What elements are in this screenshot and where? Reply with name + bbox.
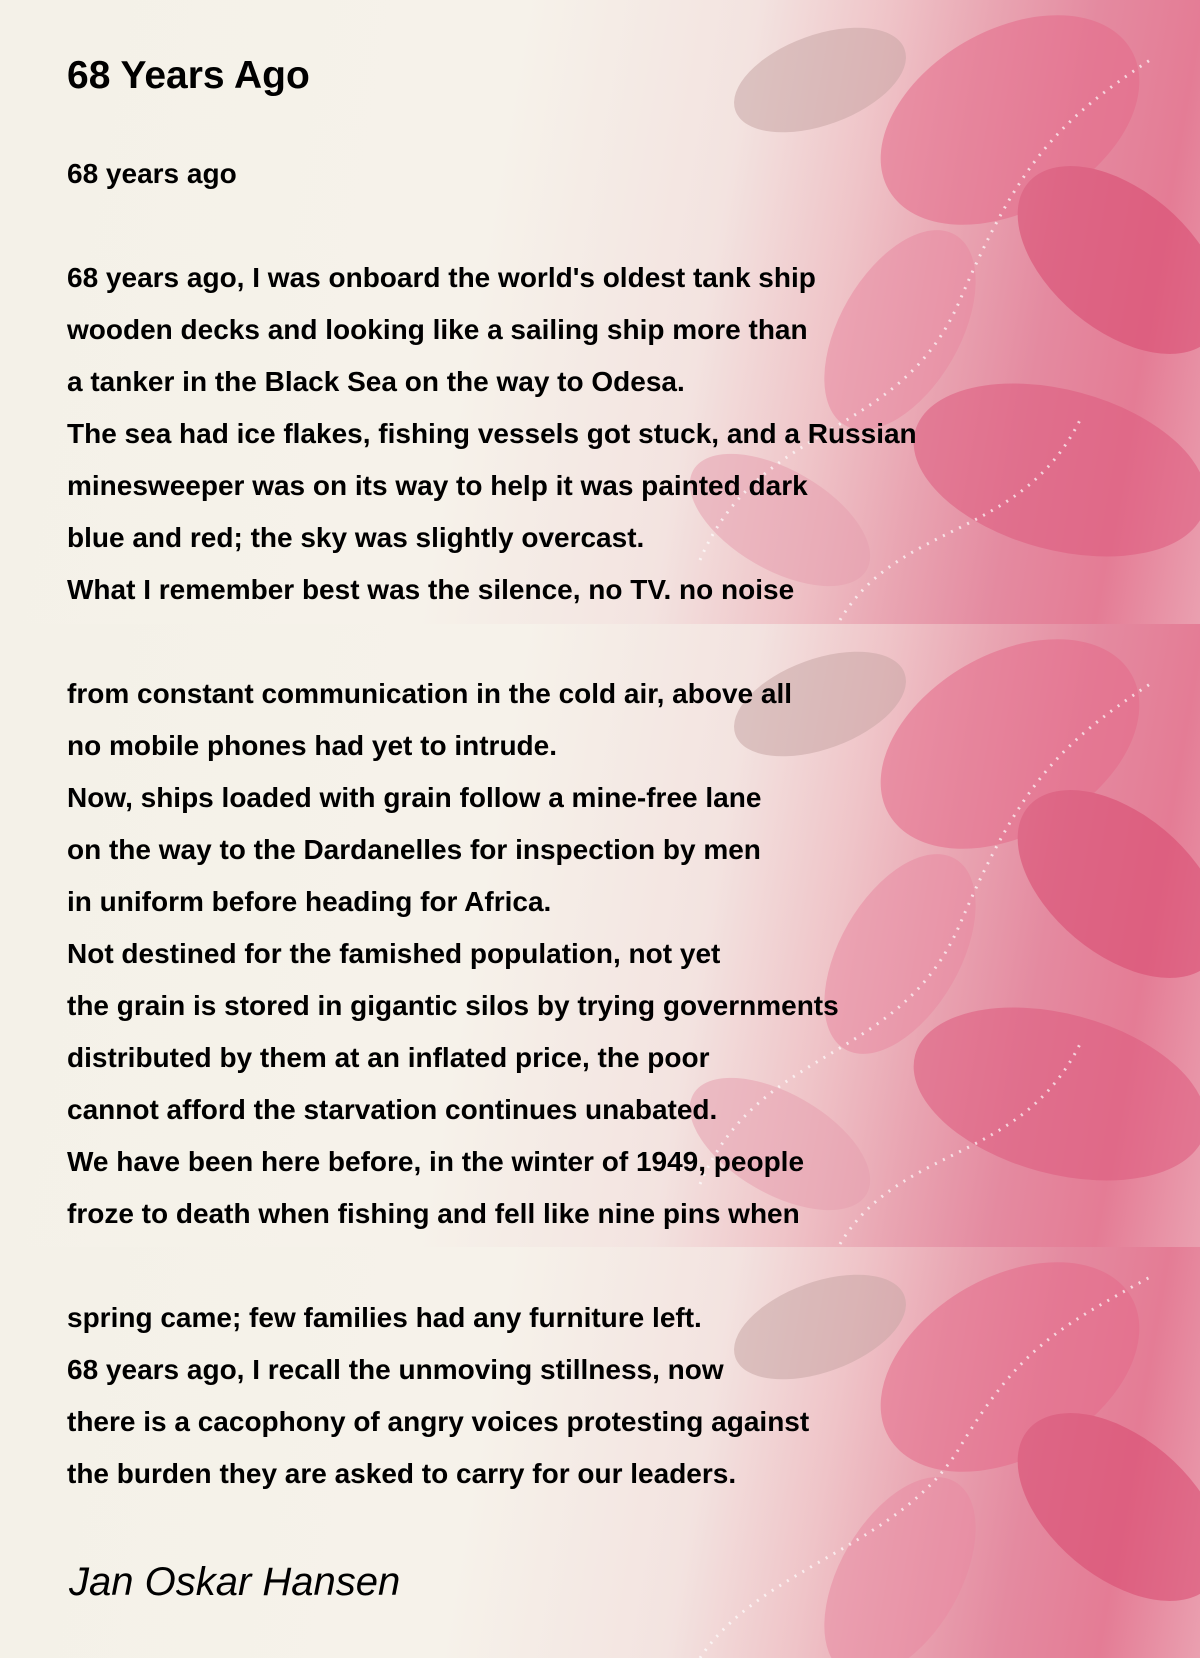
poem-line: on the way to the Dardanelles for inspection by men bbox=[67, 834, 761, 865]
poem-line: 68 years ago bbox=[67, 158, 237, 189]
poem-title: 68 Years Ago bbox=[67, 54, 310, 97]
poem-line: 68 years ago, I recall the unmoving stillness, now bbox=[67, 1354, 724, 1385]
poem-line: spring came; few families had any furniture left. bbox=[67, 1302, 702, 1333]
poem-line: We have been here before, in the winter of 1949, people bbox=[67, 1146, 805, 1177]
poem-line: the burden they are asked to carry for our leaders. bbox=[67, 1458, 737, 1489]
poem-line: a tanker in the Black Sea on the way to Odesa. bbox=[67, 366, 685, 397]
poem-line: Not destined for the famished population, not yet bbox=[67, 938, 721, 969]
poem-line: What I remember best was the silence, no TV. no noise bbox=[67, 574, 795, 605]
poem-line: there is a cacophony of angry voices protesting against bbox=[67, 1406, 810, 1437]
poem-line: cannot afford the starvation continues unabated. bbox=[67, 1094, 718, 1125]
poem-line bbox=[67, 616, 917, 668]
poem-line: Now, ships loaded with grain follow a mine-free lane bbox=[67, 782, 762, 813]
poem-line: distributed by them at an inflated price, the poor bbox=[67, 1042, 710, 1073]
poem-line: the grain is stored in gigantic silos by trying governments bbox=[67, 990, 839, 1021]
poem-line: no mobile phones had yet to intrude. bbox=[67, 730, 558, 761]
poem-body bbox=[67, 148, 917, 1500]
poem-line: minesweeper was on its way to help it was painted dark bbox=[67, 470, 808, 501]
poem-line: The sea had ice flakes, fishing vessels got stuck, and a Russian bbox=[67, 418, 917, 449]
poem-line: wooden decks and looking like a sailing ship more than bbox=[67, 314, 808, 345]
poem-line: in uniform before heading for Africa. bbox=[67, 886, 552, 917]
poem-line: blue and red; the sky was slightly overcast. bbox=[67, 522, 645, 553]
poem-line: froze to death when fishing and fell like nine pins when bbox=[67, 1198, 800, 1229]
poem-line bbox=[67, 1240, 917, 1292]
poem-line bbox=[67, 200, 917, 252]
poem-author: Jan Oskar Hansen bbox=[69, 1560, 401, 1604]
poem-line: 68 years ago, I was onboard the world's oldest tank ship bbox=[67, 262, 816, 293]
poem-line: from constant communication in the cold air, above all bbox=[67, 678, 793, 709]
